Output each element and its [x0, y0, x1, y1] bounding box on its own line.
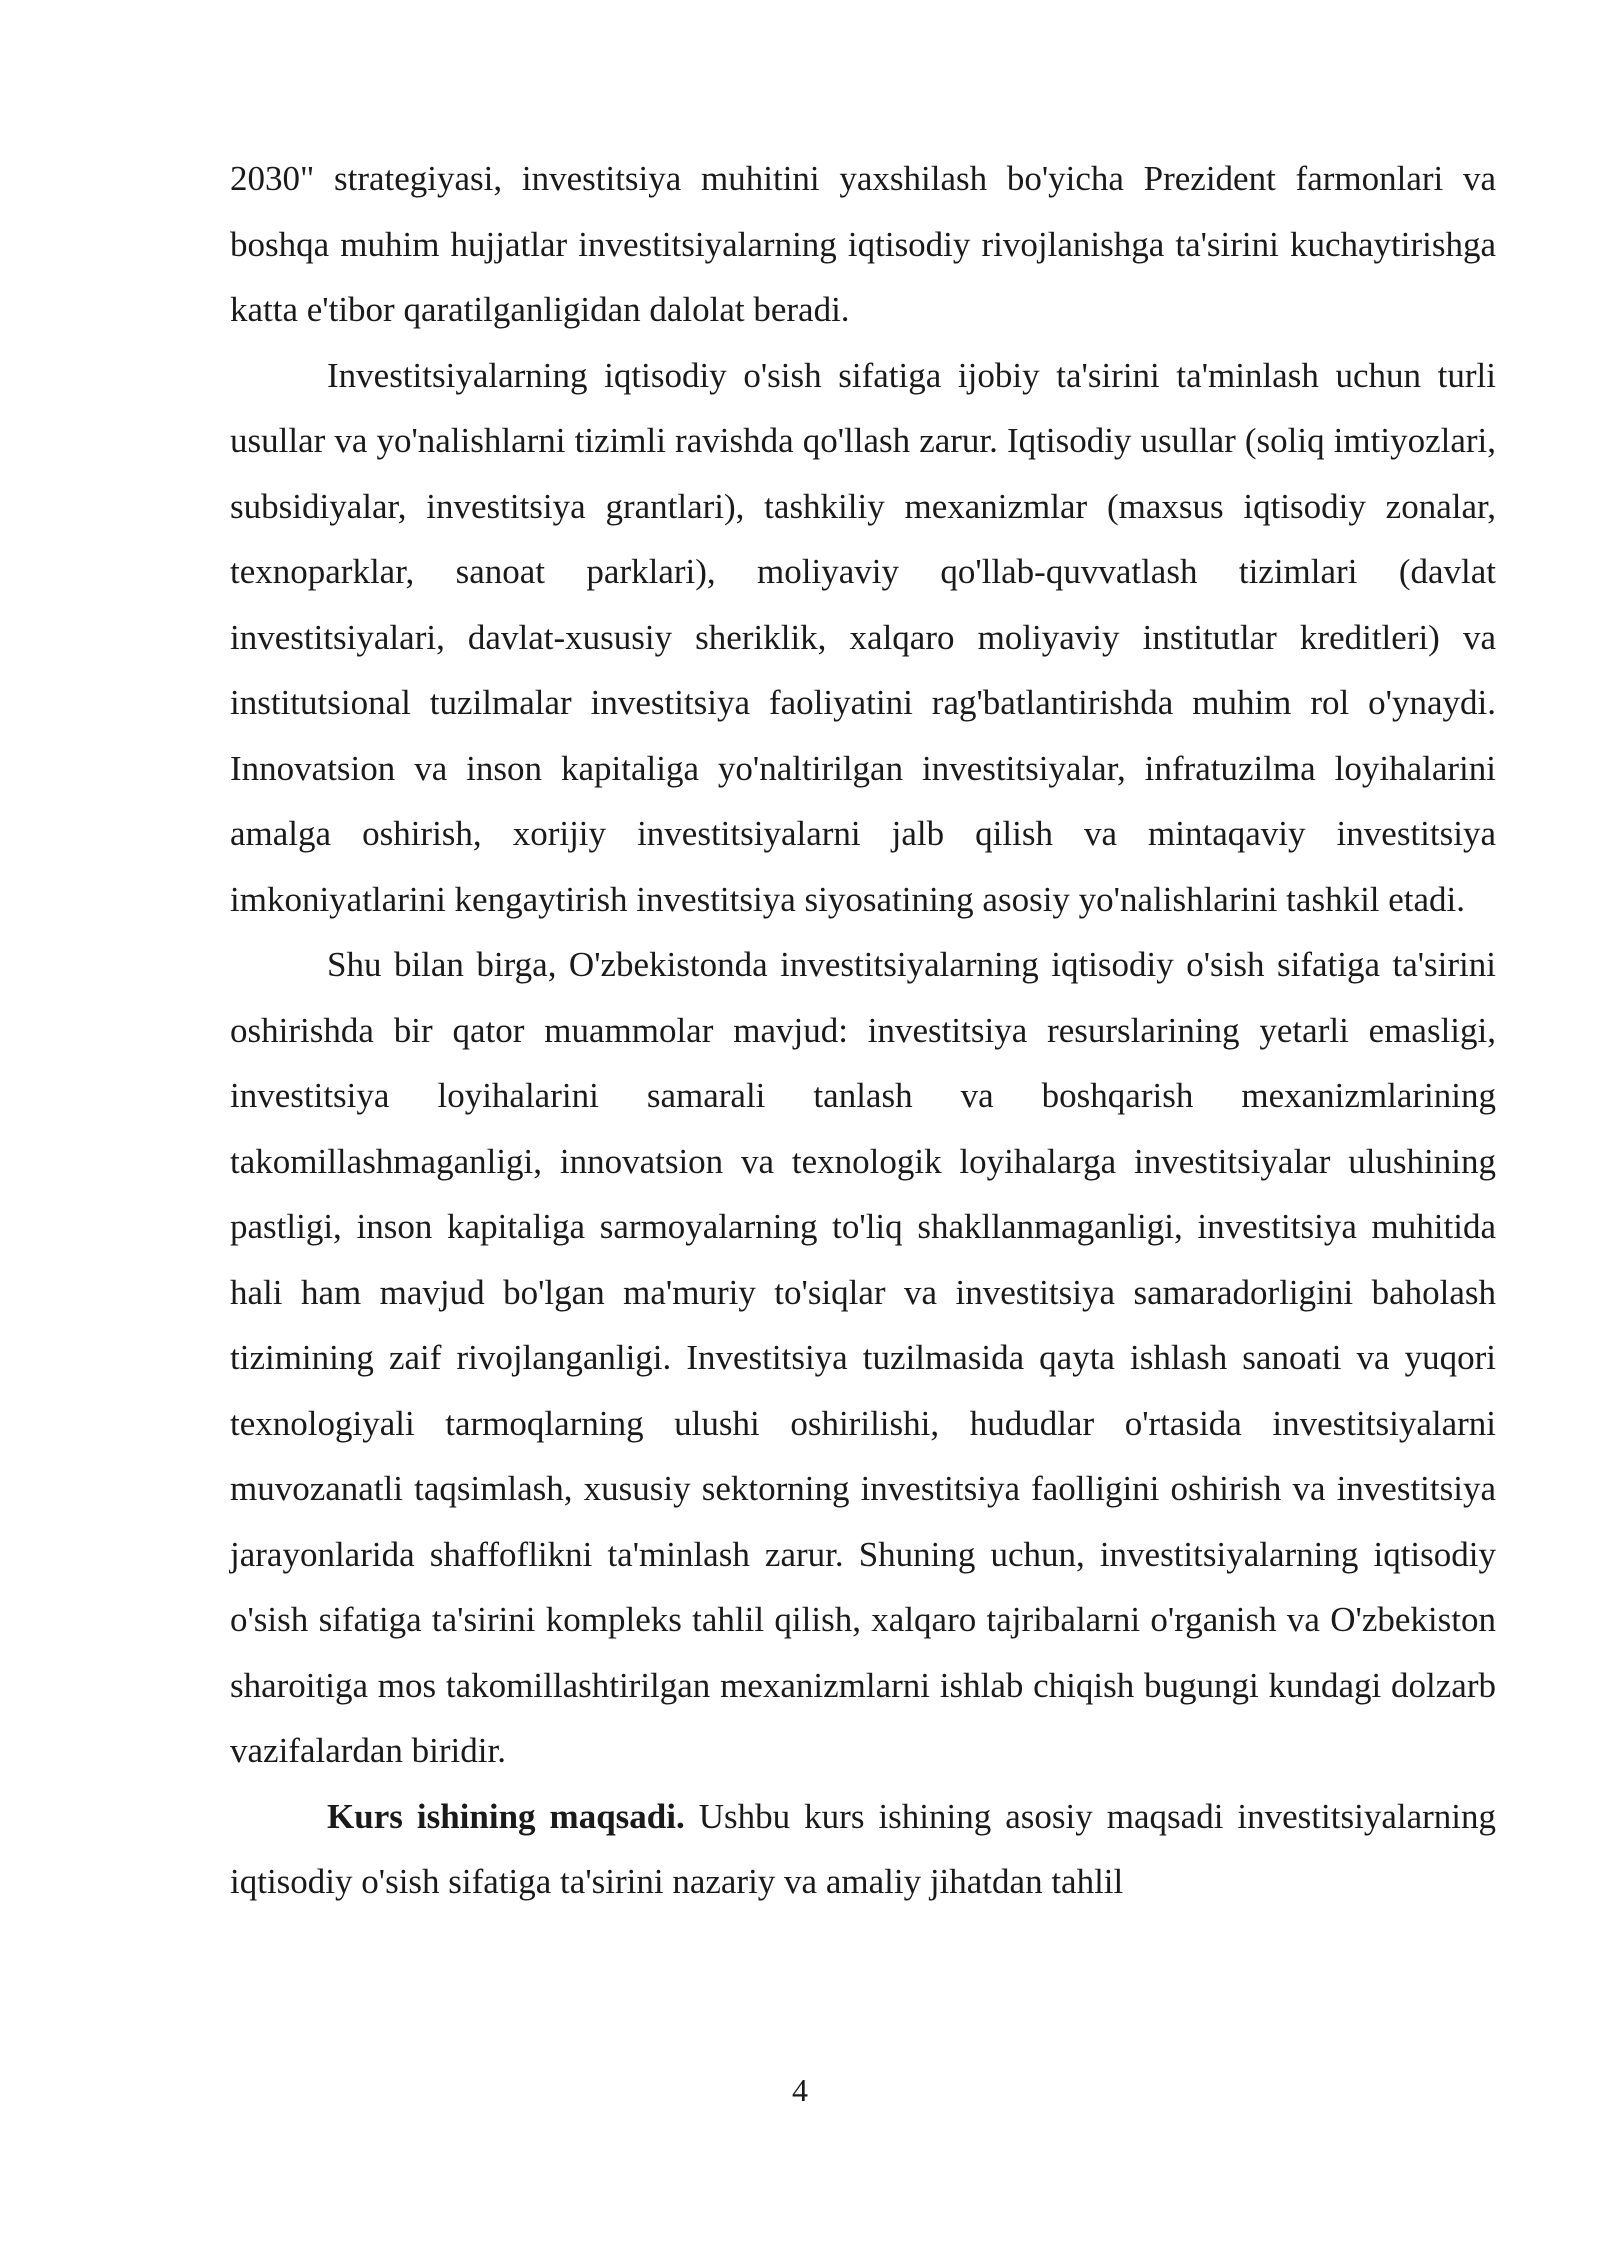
paragraph-1	[230, 146, 1496, 343]
paragraph-4-text: Ushbu kurs ishining asosiy maqsadi investitsiyalarning iqtisodiy o'sish sifatiga ta'sirini nazariy va amaliy jihatdan tahlil	[230, 1796, 1496, 1901]
paragraph-4	[230, 1784, 1496, 1915]
paragraph-1-text: 2030" strategiyasi, investitsiya muhitini yaxshilash bo'yicha Prezident farmonlari va boshqa muhim hujjatlar investitsiyalarning iqtisodiy rivojlanishga ta'sirini kuchaytirishga katta e'tibor qaratilganligidan dalolat beradi.	[230, 159, 1496, 329]
body-text	[230, 146, 1496, 1915]
paragraph-2	[230, 343, 1496, 933]
page-number: 4	[792, 2072, 808, 2108]
paragraph-4-heading: Kurs ishining maqsadi.	[327, 1796, 685, 1836]
paragraph-2-text: Investitsiyalarning iqtisodiy o'sish sifatiga ijobiy ta'sirini ta'minlash uchun turli usullar va yo'nalishlarni tizimli ravishda qo'llash zarur. Iqtisodiy usullar (soliq imtiyozlari, subsidiyalar, investitsiya grantlari), tashkiliy mexanizmlar (maxsus iqtisodiy zonalar, texnoparklar, sanoat parklari), moliyaviy qo'llab-quvvatlash tizimlari (davlat investitsiyalari, davlat-xususiy sheriklik, xalqaro moliyaviy institutlar kreditleri) va institutsional tuzilmalar investitsiya faoliyatini rag'batlantirishda muhim rol o'ynaydi. Innovatsion va inson kapitaliga yo'naltirilgan investitsiyalar, infratuzilma loyihalarini amalga oshirish, xorijiy investitsiyalarni jalb qilish va mintaqaviy investitsiya imkoniyatlarini kengaytirish investitsiya siyosatining asosiy yo'nalishlarini tashkil etadi.	[230, 355, 1496, 919]
paragraph-3-text: Shu bilan birga, O'zbekistonda investitsiyalarning iqtisodiy o'sish sifatiga ta'sirini oshirishda bir qator muammolar mavjud: investitsiya resurslarining yetarli emasligi, investitsiya loyihalarini samarali tanlash va boshqarish mexanizmlarining takomillashmaganligi, innovatsion va texnologik loyihalarga investitsiyalar ulushining pastligi, inson kapitaliga sarmoyalarning to'liq shakllanmaganligi, investitsiya muhitida hali ham mavjud bo'lgan ma'muriy to'siqlar va investitsiya samaradorligini baholash tizimining zaif rivojlanganligi. Investitsiya tuzilmasida qayta ishlash sanoati va yuqori texnologiyali tarmoqlarning ulushi oshirilishi, hududlar o'rtasida investitsiyalarni muvozanatli taqsimlash, xususiy sektorning investitsiya faolligini oshirish va investitsiya jarayonlarida shaffoflikni ta'minlash zarur. Shuning uchun, investitsiyalarning iqtisodiy o'sish sifatiga ta'sirini kompleks tahlil qilish, xalqaro tajribalarni o'rganish va O'zbekiston sharoitiga mos takomillashtirilgan mexanizmlarni ishlab chiqish bugungi kundagi dolzarb vazifalardan biridir.	[230, 945, 1496, 1770]
paragraph-3	[230, 932, 1496, 1784]
